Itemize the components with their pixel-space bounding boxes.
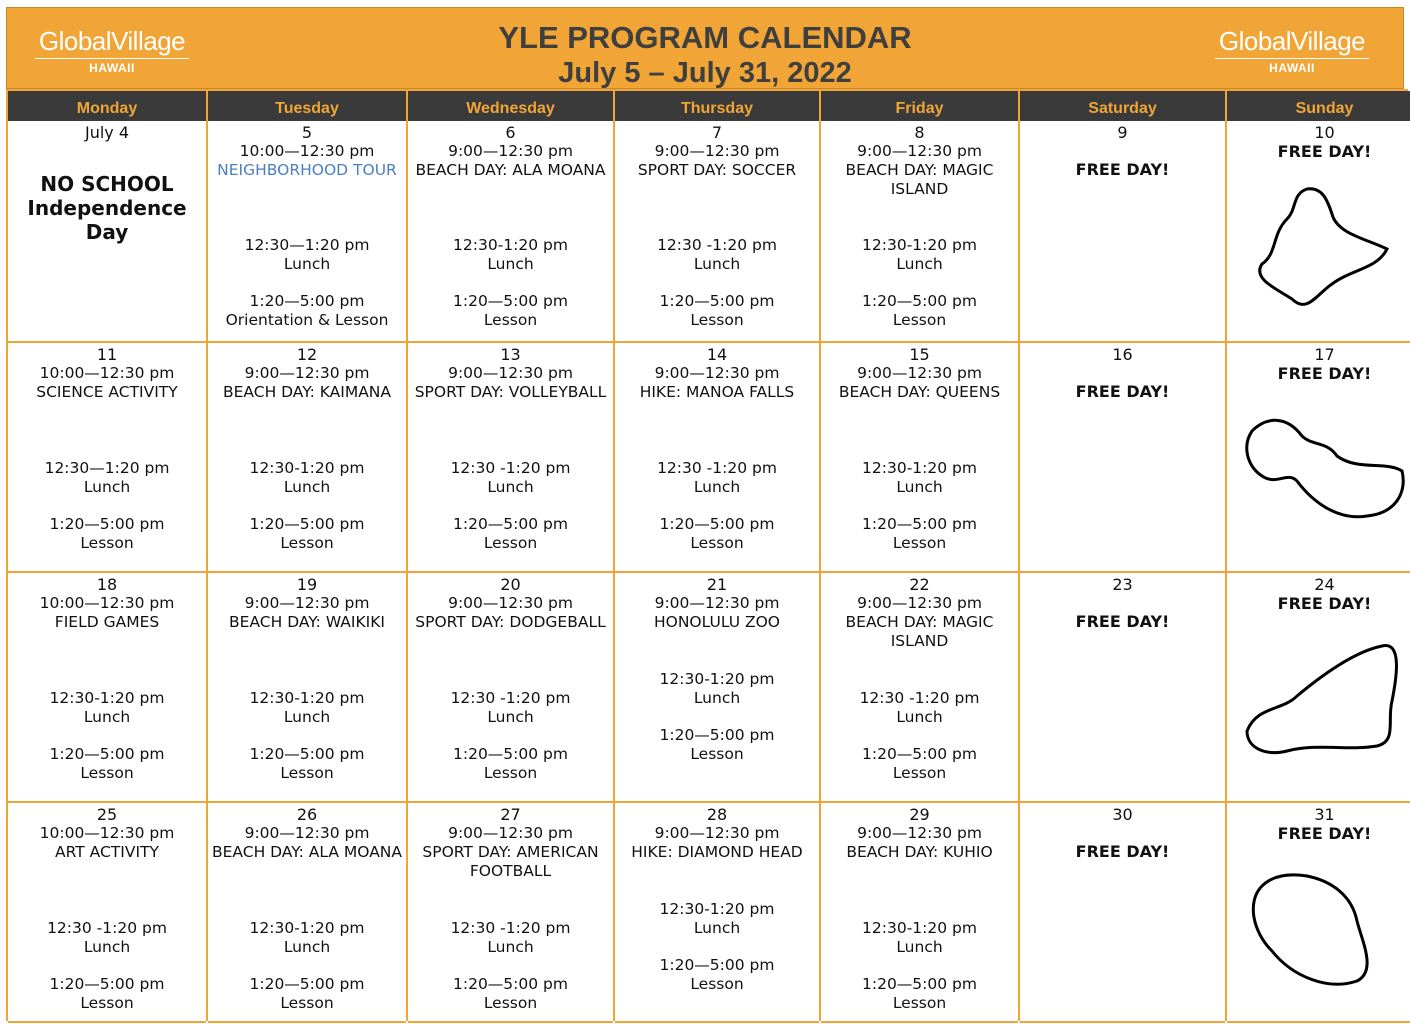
day-cell-tue-week3 xyxy=(208,573,406,803)
lesson-label: Lesson xyxy=(892,994,947,1012)
lunch-label: Lunch xyxy=(487,255,534,273)
lunch-label: Lunch xyxy=(896,478,943,496)
activity-name: SPORT DAY: DODGEBALL xyxy=(415,613,606,631)
day-number: 8 xyxy=(914,123,925,142)
day-header-thursday: Thursday xyxy=(615,91,819,123)
lesson-label: Lesson xyxy=(690,534,744,552)
activity-name: BEACH DAY: ALA MOANA xyxy=(211,843,402,861)
lunch-label: Lunch xyxy=(693,689,741,707)
day-number: 19 xyxy=(296,575,318,594)
day-number: 7 xyxy=(711,123,723,142)
day-number: 30 xyxy=(1112,805,1133,824)
global-village-logo-right xyxy=(1207,26,1377,75)
lunch-time: 12:30-1:20 pm xyxy=(49,689,165,707)
day-cell-sat-week2 xyxy=(1020,343,1225,573)
lunch-label: Lunch xyxy=(83,938,131,956)
lunch-label: Lunch xyxy=(283,478,331,496)
activity-name-cont: ISLAND xyxy=(890,180,949,198)
activity-name: NEIGHBORHOOD TOUR xyxy=(217,161,397,179)
lunch-time: 12:30 -1:20 pm xyxy=(450,919,571,937)
lunch-label: Lunch xyxy=(283,255,331,273)
lunch-time: 12:30-1:20 pm xyxy=(862,919,977,937)
day-cell-fri-week2 xyxy=(821,343,1018,573)
day-cell-wed-week2 xyxy=(408,343,613,573)
day-cell-fri-week1 xyxy=(821,121,1018,343)
lesson-time: 1:20—5:00 pm xyxy=(659,726,775,744)
activity-name: SPORT DAY: SOCCER xyxy=(637,161,797,179)
lunch-time: 12:30-1:20 pm xyxy=(862,236,977,254)
activity-name: BEACH DAY: MAGIC xyxy=(845,613,994,631)
free-day-label: FREE DAY! xyxy=(1075,842,1170,861)
activity-time: 9:00—12:30 pm xyxy=(654,594,780,612)
lesson-label: Lesson xyxy=(280,764,334,782)
free-day-label: FREE DAY! xyxy=(1075,612,1170,631)
lunch-time: 12:30-1:20 pm xyxy=(249,459,365,477)
free-day-label: FREE DAY! xyxy=(1277,594,1372,613)
activity-name-cont: FOOTBALL xyxy=(469,862,552,880)
lesson-label: Lesson xyxy=(892,311,947,329)
lunch-time: 12:30 -1:20 pm xyxy=(657,236,777,254)
lunch-time: 12:30-1:20 pm xyxy=(659,900,775,918)
day-cell-mon-week2 xyxy=(8,343,206,573)
activity-time: 9:00—12:30 pm xyxy=(857,364,982,382)
activity-time: 9:00—12:30 pm xyxy=(244,824,370,842)
activity-name: BEACH DAY: ALA MOANA xyxy=(415,161,606,179)
day-cell-mon-week3 xyxy=(8,573,206,803)
lesson-label: Lesson xyxy=(690,311,744,329)
day-cell-mon-week4 xyxy=(8,803,206,1023)
day-number: 29 xyxy=(909,805,930,824)
activity-name: SPORT DAY: VOLLEYBALL xyxy=(414,383,607,401)
lunch-time: 12:30-1:20 pm xyxy=(659,670,775,688)
logo-wordmark: GlobalVillage xyxy=(38,26,186,56)
day-cell-tue-week4 xyxy=(208,803,406,1023)
lunch-label: Lunch xyxy=(283,938,331,956)
lesson-time: 1:20—5:00 pm xyxy=(49,745,165,763)
lesson-label: Lesson xyxy=(80,534,134,552)
lesson-time: 1:20—5:00 pm xyxy=(249,745,365,763)
day-number: 31 xyxy=(1314,805,1335,824)
activity-name: BEACH DAY: KUHIO xyxy=(846,843,993,861)
lesson-label: Lesson xyxy=(80,994,134,1012)
lunch-label: Lunch xyxy=(487,938,534,956)
lunch-time: 12:30-1:20 pm xyxy=(249,689,365,707)
lesson-label: Lesson xyxy=(690,975,744,993)
day-cell-tue-week1 xyxy=(208,121,406,343)
activity-time: 9:00—12:30 pm xyxy=(857,594,982,612)
activity-time: 9:00—12:30 pm xyxy=(448,364,573,382)
lunch-time: 12:30—1:20 pm xyxy=(244,236,370,254)
lesson-label: Orientation & Lesson xyxy=(225,311,389,329)
lunch-label: Lunch xyxy=(487,708,534,726)
header-banner xyxy=(6,7,1404,89)
lunch-label: Lunch xyxy=(487,478,534,496)
date-range: July 5 – July 31, 2022 xyxy=(558,57,852,89)
activity-name: HIKE: DIAMOND HEAD xyxy=(631,843,803,861)
activity-name: BEACH DAY: QUEENS xyxy=(838,383,1001,401)
page-title: YLE PROGRAM CALENDAR xyxy=(498,20,912,55)
activity-time: 9:00—12:30 pm xyxy=(857,824,982,842)
lesson-time: 1:20—5:00 pm xyxy=(659,292,775,310)
day-cell-wed-week3 xyxy=(408,573,613,803)
day-cell-sun-week2 xyxy=(1227,343,1410,573)
day-cell-thu-week4 xyxy=(615,803,819,1023)
activity-time: 9:00—12:30 pm xyxy=(448,594,573,612)
logo-subtitle: HAWAII xyxy=(1269,61,1315,75)
day-header-sunday: Sunday xyxy=(1227,91,1410,123)
day-number: 16 xyxy=(1112,345,1133,364)
lesson-time: 1:20—5:00 pm xyxy=(659,515,775,533)
lesson-time: 1:20—5:00 pm xyxy=(453,292,568,310)
molokai-icon xyxy=(1237,631,1410,771)
lesson-time: 1:20—5:00 pm xyxy=(249,292,365,310)
lunch-time: 12:30-1:20 pm xyxy=(453,236,568,254)
lesson-label: Lesson xyxy=(483,764,538,782)
lesson-time: 1:20—5:00 pm xyxy=(249,975,365,993)
activity-time: 10:00—12:30 pm xyxy=(39,594,175,612)
day-cell-sun-week4 xyxy=(1227,803,1410,1023)
island-outline xyxy=(1260,189,1387,305)
day-number: 15 xyxy=(909,345,930,364)
day-number: 26 xyxy=(296,805,318,824)
day-header-tuesday: Tuesday xyxy=(208,91,406,123)
lunch-label: Lunch xyxy=(83,708,131,726)
lunch-time: 12:30—1:20 pm xyxy=(44,459,170,477)
day-number: 11 xyxy=(96,345,118,364)
activity-name: BEACH DAY: MAGIC xyxy=(845,161,994,179)
lesson-time: 1:20—5:00 pm xyxy=(862,745,977,763)
lesson-label: Lesson xyxy=(483,534,538,552)
activity-name-cont: ISLAND xyxy=(890,632,949,650)
lesson-label: Lesson xyxy=(80,764,134,782)
lunch-label: Lunch xyxy=(693,919,741,937)
day-cell-mon-week1 xyxy=(8,121,206,343)
island-outline xyxy=(1247,646,1396,753)
free-day-label: FREE DAY! xyxy=(1277,364,1372,383)
activity-time: 9:00—12:30 pm xyxy=(857,142,982,160)
day-cell-sun-week1 xyxy=(1227,121,1410,343)
logo-rule xyxy=(1215,58,1369,59)
lesson-time: 1:20—5:00 pm xyxy=(862,975,977,993)
activity-name: FIELD GAMES xyxy=(54,613,160,631)
lesson-time: 1:20—5:00 pm xyxy=(453,975,568,993)
lunch-label: Lunch xyxy=(283,708,331,726)
day-number: 23 xyxy=(1112,575,1133,594)
calendar-grid xyxy=(6,89,1408,1021)
no-school-label: NO SCHOOL xyxy=(40,172,174,196)
day-number: 25 xyxy=(96,805,118,824)
lesson-time: 1:20—5:00 pm xyxy=(249,515,365,533)
activity-time: 9:00—12:30 pm xyxy=(448,142,573,160)
lunch-label: Lunch xyxy=(896,708,943,726)
activity-name: SCIENCE ACTIVITY xyxy=(36,383,178,401)
day-number: 9 xyxy=(1117,123,1128,142)
day-cell-fri-week4 xyxy=(821,803,1018,1023)
day-header-wednesday: Wednesday xyxy=(408,91,613,123)
activity-time: 9:00—12:30 pm xyxy=(654,142,780,160)
day-number: 20 xyxy=(500,575,521,594)
day-number: 14 xyxy=(706,345,728,364)
day-number: 6 xyxy=(505,123,516,142)
day-cell-thu-week2 xyxy=(615,343,819,573)
day-cell-tue-week2 xyxy=(208,343,406,573)
lesson-label: Lesson xyxy=(483,994,538,1012)
lesson-time: 1:20—5:00 pm xyxy=(49,515,165,533)
lunch-time: 12:30-1:20 pm xyxy=(862,459,977,477)
day-header-friday: Friday xyxy=(821,91,1018,123)
lunch-time: 12:30 -1:20 pm xyxy=(859,689,980,707)
activity-time: 9:00—12:30 pm xyxy=(448,824,573,842)
day-cell-wed-week4 xyxy=(408,803,613,1023)
lesson-label: Lesson xyxy=(892,534,947,552)
activity-name: HIKE: MANOA FALLS xyxy=(639,383,795,401)
island-outline xyxy=(1247,420,1403,516)
day-cell-sat-week3 xyxy=(1020,573,1225,803)
activity-time: 9:00—12:30 pm xyxy=(654,364,780,382)
logo-subtitle: HAWAII xyxy=(89,61,135,75)
day-cell-wed-week1 xyxy=(408,121,613,343)
free-day-label: FREE DAY! xyxy=(1075,382,1170,401)
calendar-title xyxy=(7,20,1403,90)
day-cell-fri-week3 xyxy=(821,573,1018,803)
day-number: 24 xyxy=(1314,575,1335,594)
activity-name: BEACH DAY: KAIMANA xyxy=(222,383,392,401)
day-number: 27 xyxy=(500,805,521,824)
day-cell-sun-week3 xyxy=(1227,573,1410,803)
lesson-label: Lesson xyxy=(892,764,947,782)
lesson-label: Lesson xyxy=(280,534,334,552)
island-outline xyxy=(1253,875,1367,984)
day-cell-sat-week4 xyxy=(1020,803,1225,1023)
lunch-time: 12:30-1:20 pm xyxy=(249,919,365,937)
activity-time: 9:00—12:30 pm xyxy=(654,824,780,842)
lesson-label: Lesson xyxy=(483,311,538,329)
holiday-label: Independence xyxy=(27,196,187,220)
day-number: 13 xyxy=(500,345,521,364)
activity-name: BEACH DAY: WAIKIKI xyxy=(229,613,385,631)
activity-time: 10:00—12:30 pm xyxy=(39,364,175,382)
day-header-monday: Monday xyxy=(8,91,206,123)
activity-time: 10:00—12:30 pm xyxy=(239,142,375,160)
lesson-label: Lesson xyxy=(280,994,334,1012)
lesson-time: 1:20—5:00 pm xyxy=(862,515,977,533)
lunch-time: 12:30 -1:20 pm xyxy=(450,459,571,477)
free-day-label: FREE DAY! xyxy=(1277,142,1372,161)
day-number: 18 xyxy=(96,575,118,594)
day-number: July 4 xyxy=(84,123,130,142)
lunch-time: 12:30 -1:20 pm xyxy=(47,919,167,937)
lesson-time: 1:20—5:00 pm xyxy=(659,956,775,974)
day-header-saturday: Saturday xyxy=(1020,91,1225,123)
day-number: 5 xyxy=(301,123,313,142)
lesson-time: 1:20—5:00 pm xyxy=(453,745,568,763)
lunch-label: Lunch xyxy=(693,255,741,273)
lesson-label: Lesson xyxy=(690,745,744,763)
free-day-label: FREE DAY! xyxy=(1277,824,1372,843)
activity-time: 9:00—12:30 pm xyxy=(244,364,370,382)
activity-name: HONOLULU ZOO xyxy=(653,613,780,631)
day-number: 12 xyxy=(296,345,318,364)
day-number: 17 xyxy=(1314,345,1335,364)
lanai-icon xyxy=(1237,861,1410,1001)
free-day-label: FREE DAY! xyxy=(1075,160,1170,179)
lesson-time: 1:20—5:00 pm xyxy=(49,975,165,993)
day-cell-sat-week1 xyxy=(1020,121,1225,343)
activity-time: 10:00—12:30 pm xyxy=(39,824,175,842)
lesson-time: 1:20—5:00 pm xyxy=(862,292,977,310)
lunch-label: Lunch xyxy=(896,938,943,956)
day-cell-thu-week1 xyxy=(615,121,819,343)
lunch-time: 12:30 -1:20 pm xyxy=(450,689,571,707)
big-island-icon xyxy=(1237,179,1410,319)
day-number: 10 xyxy=(1314,123,1335,142)
day-number: 28 xyxy=(706,805,728,824)
day-number: 21 xyxy=(706,575,728,594)
lunch-label: Lunch xyxy=(693,478,741,496)
logo-wordmark: GlobalVillage xyxy=(1218,26,1366,56)
lunch-label: Lunch xyxy=(83,478,131,496)
lunch-time: 12:30 -1:20 pm xyxy=(657,459,777,477)
activity-name: ART ACTIVITY xyxy=(55,843,159,861)
holiday-label: Day xyxy=(85,220,129,244)
activity-time: 9:00—12:30 pm xyxy=(244,594,370,612)
day-number: 22 xyxy=(909,575,930,594)
day-cell-thu-week3 xyxy=(615,573,819,803)
activity-name: SPORT DAY: AMERICAN xyxy=(422,843,599,861)
lesson-time: 1:20—5:00 pm xyxy=(453,515,568,533)
maui-icon xyxy=(1237,401,1410,541)
lunch-label: Lunch xyxy=(896,255,943,273)
